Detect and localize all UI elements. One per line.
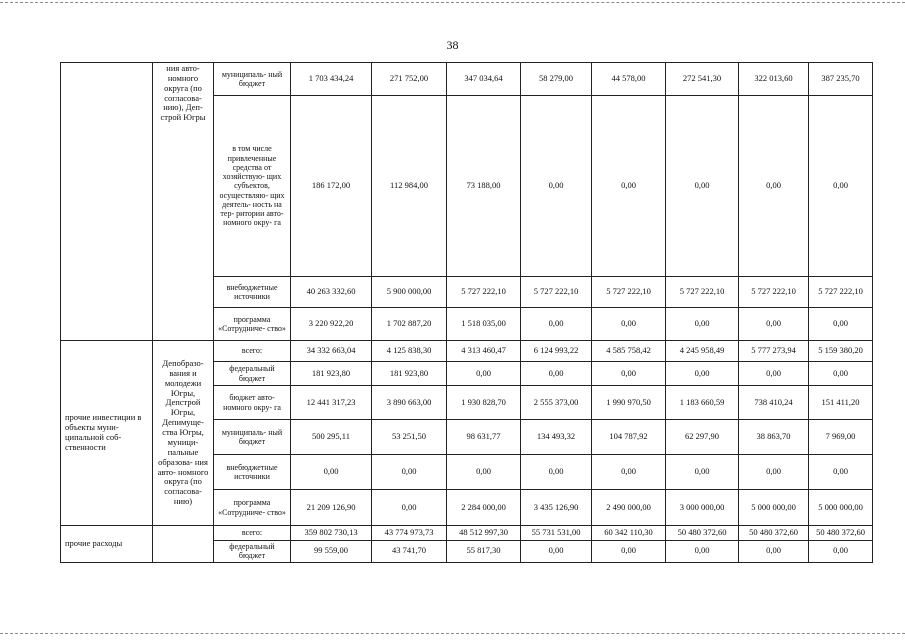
source-label: внебюджетные источники	[214, 277, 291, 308]
value-cell: 55 731 531,00	[521, 526, 592, 541]
value-cell: 48 512 997,30	[447, 526, 521, 541]
value-cell: 347 034,64	[447, 63, 521, 96]
value-cell: 99 559,00	[291, 541, 372, 563]
value-cell: 44 578,00	[592, 63, 666, 96]
direction-cell	[61, 63, 153, 341]
direction-cell: прочие инвестиции в объекты муни- ципальной соб- ственности	[61, 341, 153, 526]
source-label: всего:	[214, 341, 291, 362]
value-cell: 62 297,90	[666, 420, 739, 455]
value-cell: 0,00	[666, 362, 739, 386]
value-cell: 5 727 222,10	[809, 277, 873, 308]
direction-cell: прочие расходы	[61, 526, 153, 563]
value-cell: 0,00	[592, 362, 666, 386]
value-cell: 5 777 273,94	[739, 341, 809, 362]
value-cell: 322 013,60	[739, 63, 809, 96]
value-cell: 1 930 828,70	[447, 386, 521, 420]
value-cell: 0,00	[372, 455, 447, 490]
value-cell: 0,00	[739, 96, 809, 277]
source-label: федеральный бюджет	[214, 362, 291, 386]
value-cell: 0,00	[739, 362, 809, 386]
source-label: внебюджетные источники	[214, 455, 291, 490]
value-cell: 55 817,30	[447, 541, 521, 563]
value-cell: 134 493,32	[521, 420, 592, 455]
value-cell: 6 124 993,22	[521, 341, 592, 362]
table-row	[61, 63, 873, 96]
table-row	[61, 526, 873, 541]
scan-edge-bottom	[0, 633, 905, 634]
source-label: всего:	[214, 526, 291, 541]
value-cell: 34 332 663,04	[291, 341, 372, 362]
value-cell: 0,00	[521, 308, 592, 341]
value-cell: 0,00	[666, 541, 739, 563]
value-cell: 5 727 222,10	[666, 277, 739, 308]
value-cell: 104 787,92	[592, 420, 666, 455]
value-cell: 0,00	[447, 455, 521, 490]
value-cell: 0,00	[521, 541, 592, 563]
executor-cell: ния авто- номного округа (по согласова- нию), Деп- строй Югры	[153, 63, 214, 341]
value-cell: 58 279,00	[521, 63, 592, 96]
value-cell: 98 631,77	[447, 420, 521, 455]
page-number: 38	[446, 38, 459, 52]
value-cell: 0,00	[592, 541, 666, 563]
value-cell: 272 541,30	[666, 63, 739, 96]
value-cell: 5 727 222,10	[521, 277, 592, 308]
value-cell: 181 923,80	[372, 362, 447, 386]
value-cell: 43 774 973,73	[372, 526, 447, 541]
budget-table	[60, 62, 873, 563]
value-cell: 5 900 000,00	[372, 277, 447, 308]
value-cell: 0,00	[666, 96, 739, 277]
value-cell: 2 490 000,00	[592, 490, 666, 526]
value-cell: 4 125 838,30	[372, 341, 447, 362]
value-cell: 0,00	[809, 308, 873, 341]
value-cell: 151 411,20	[809, 386, 873, 420]
value-cell: 0,00	[739, 541, 809, 563]
value-cell: 2 555 373,00	[521, 386, 592, 420]
source-label: федеральный бюджет	[214, 541, 291, 563]
source-label: в том числе привлеченные средства от хозяйствую- щих субъектов, осуществляю- щих деятель- ность на тер- ритории авто- номного окру- га	[214, 96, 291, 277]
executor-cell	[153, 526, 214, 563]
value-cell: 50 480 372,60	[739, 526, 809, 541]
value-cell: 1 702 887,20	[372, 308, 447, 341]
source-label: бюджет авто- номного окру- га	[214, 386, 291, 420]
value-cell: 0,00	[592, 308, 666, 341]
value-cell: 12 441 317,23	[291, 386, 372, 420]
value-cell: 0,00	[291, 455, 372, 490]
value-cell: 0,00	[666, 455, 739, 490]
scan-edge-top	[0, 2, 905, 3]
value-cell: 181 923,80	[291, 362, 372, 386]
value-cell: 38 863,70	[739, 420, 809, 455]
value-cell: 7 969,00	[809, 420, 873, 455]
value-cell: 3 890 663,00	[372, 386, 447, 420]
value-cell: 73 188,00	[447, 96, 521, 277]
value-cell: 3 435 126,90	[521, 490, 592, 526]
value-cell: 0,00	[447, 362, 521, 386]
value-cell: 1 703 434,24	[291, 63, 372, 96]
value-cell: 0,00	[521, 362, 592, 386]
value-cell: 3 000 000,00	[666, 490, 739, 526]
source-label: программа «Сотрудниче- ство»	[214, 308, 291, 341]
value-cell: 5 727 222,10	[592, 277, 666, 308]
value-cell: 112 984,00	[372, 96, 447, 277]
value-cell: 500 295,11	[291, 420, 372, 455]
value-cell: 5 159 380,20	[809, 341, 873, 362]
table-row	[61, 341, 873, 362]
value-cell: 0,00	[809, 541, 873, 563]
value-cell: 5 000 000,00	[739, 490, 809, 526]
value-cell: 1 990 970,50	[592, 386, 666, 420]
executor-cell: Депобразо- вания и молодежи Югры, Депстрой Югры, Депимуще- ства Югры, муници- пальные образова- ния авто- номного округа (по согласова- нию)	[153, 341, 214, 526]
value-cell: 50 480 372,60	[809, 526, 873, 541]
value-cell: 0,00	[739, 308, 809, 341]
value-cell: 0,00	[521, 96, 592, 277]
value-cell: 738 410,24	[739, 386, 809, 420]
value-cell: 2 284 000,00	[447, 490, 521, 526]
value-cell: 3 220 922,20	[291, 308, 372, 341]
value-cell: 0,00	[809, 455, 873, 490]
value-cell: 43 741,70	[372, 541, 447, 563]
value-cell: 359 802 730,13	[291, 526, 372, 541]
value-cell: 0,00	[809, 96, 873, 277]
value-cell: 0,00	[592, 455, 666, 490]
value-cell: 53 251,50	[372, 420, 447, 455]
value-cell: 0,00	[739, 455, 809, 490]
value-cell: 0,00	[666, 308, 739, 341]
value-cell: 4 313 460,47	[447, 341, 521, 362]
value-cell: 1 518 035,00	[447, 308, 521, 341]
value-cell: 4 585 758,42	[592, 341, 666, 362]
value-cell: 40 263 332,60	[291, 277, 372, 308]
value-cell: 5 727 222,10	[739, 277, 809, 308]
value-cell: 0,00	[809, 362, 873, 386]
value-cell: 4 245 958,49	[666, 341, 739, 362]
value-cell: 5 000 000,00	[809, 490, 873, 526]
value-cell: 271 752,00	[372, 63, 447, 96]
value-cell: 0,00	[372, 490, 447, 526]
value-cell: 0,00	[592, 96, 666, 277]
value-cell: 0,00	[521, 455, 592, 490]
value-cell: 60 342 110,30	[592, 526, 666, 541]
source-label: муниципаль- ный бюджет	[214, 63, 291, 96]
value-cell: 1 183 660,59	[666, 386, 739, 420]
value-cell: 5 727 222,10	[447, 277, 521, 308]
value-cell: 387 235,70	[809, 63, 873, 96]
source-label: муниципаль- ный бюджет	[214, 420, 291, 455]
value-cell: 50 480 372,60	[666, 526, 739, 541]
value-cell: 21 209 126,90	[291, 490, 372, 526]
value-cell: 186 172,00	[291, 96, 372, 277]
source-label: программа «Сотрудниче- ство»	[214, 490, 291, 526]
